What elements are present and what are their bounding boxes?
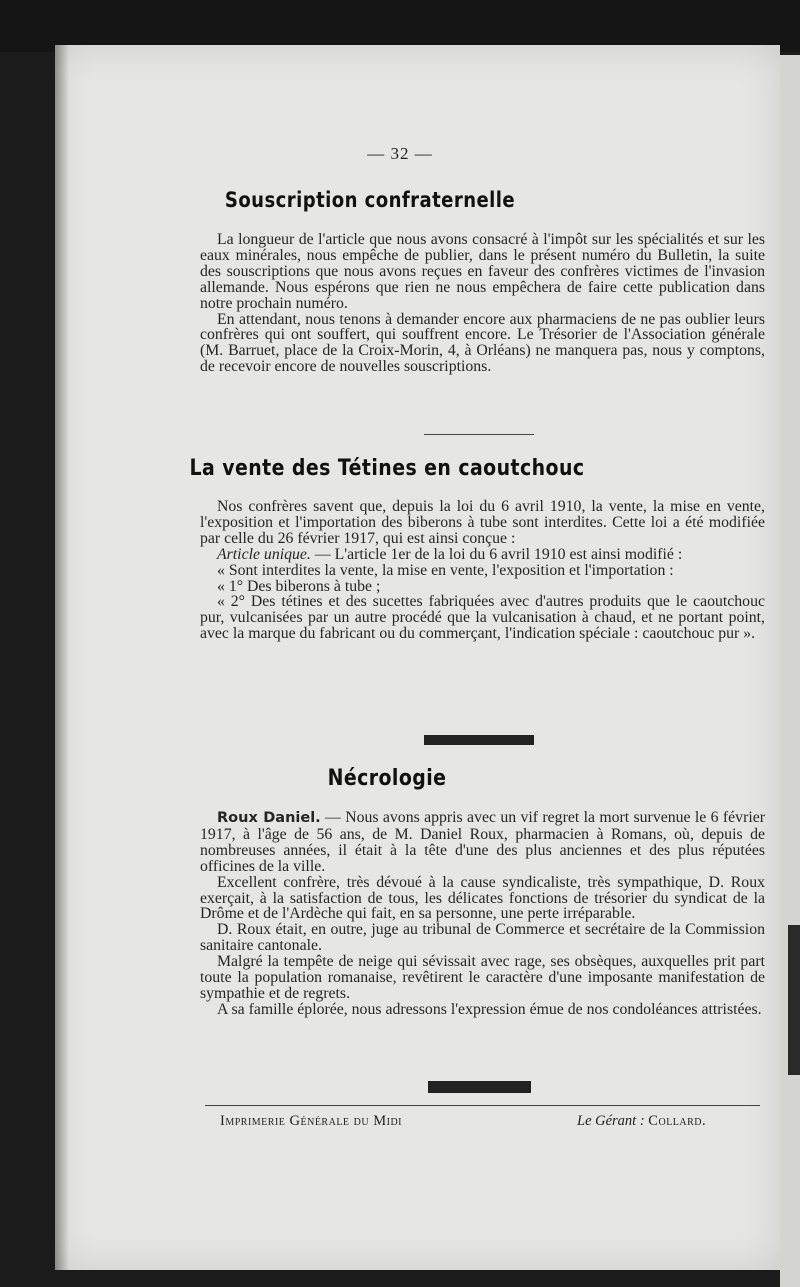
section-divider — [424, 434, 534, 435]
paragraph: Nos confrères savent que, depuis la loi du 6 avril 1910, la vente, la mise en vente, l'exposition et l'importation des biberons à tube sont interdites. Cette loi a été modifiée par celle du 26 février 1917, qui est ainsi conçue : — [200, 498, 765, 547]
ornamental-bar — [428, 1081, 531, 1093]
deceased-name: Roux Daniel. — [217, 810, 321, 826]
document-page — [55, 45, 780, 1270]
ornamental-bar — [424, 735, 534, 745]
tetines-body — [200, 499, 765, 642]
paragraph — [200, 547, 765, 563]
paragraph: D. Roux était, en outre, juge au tribunal de Commerce et secrétaire de la Commission sanitaire cantonale. — [200, 921, 765, 955]
section-title-souscription: Souscription confraternelle — [224, 188, 516, 212]
next-page-edge — [780, 55, 800, 1287]
section-title-tetines: La vente des Tétines en caoutchouc — [189, 456, 585, 481]
paragraph: A sa famille éplorée, nous adressons l'expression émue de nos condoléances attristées. — [217, 1000, 762, 1018]
souscription-body — [200, 232, 765, 375]
footer-rule — [205, 1105, 760, 1106]
paragraph — [200, 810, 765, 875]
printer-name: Imprimerie Générale du Midi — [220, 1113, 403, 1129]
paragraph: « 2° Des tétines et des sucettes fabriquées avec d'autres produits que le caoutchouc pur, vulcanisées par un autre procédé que la vulcanisation à chaud, et ne portant point, avec la marque du fabricant ou du commerçant, l'indication spéciale : caoutchouc pur ». — [200, 593, 765, 643]
paragraph: La longueur de l'article que nous avons consacré à l'impôt sur les spécialités et sur les eaux minérales, nous empêche de publier, dans le présent numéro du Bulletin, la suite des souscriptions que nous avons reçues en faveur des confrères victimes de l'invasion allemande. Nous espérons que rien ne nous empêchera de faire cette publication dans notre prochain numéro. — [200, 231, 765, 312]
paragraph: Malgré la tempête de neige qui sévissait avec rage, ses obsèques, auxquelles prit part toute la population romanaise, revêtirent le caractère d'une imposante manifestation de sympathie et de regrets. — [200, 953, 765, 1002]
section-title-necrologie: Nécrologie — [327, 766, 447, 791]
article-text: — L'article 1er de la loi du 6 avril 1910 est ainsi modifié : — [310, 545, 683, 563]
gerant-name: Collard. — [648, 1113, 707, 1129]
paragraph: « Sont interdites la vente, la mise en vente, l'exposition et l'importation : — [217, 561, 674, 579]
page-number: — 32 — — [367, 144, 433, 163]
page-gutter-shadow — [55, 45, 69, 1270]
gerant-credit — [577, 1113, 706, 1130]
paragraph: En attendant, nous tenons à demander encore aux pharmaciens de ne pas oublier leurs confrères qui ont souffert, qui souffrent encore. Le Trésorier de l'Association générale (M. Barruet, place de la Croix-Morin, 4, à Orléans) ne manquera pas, nous y comptons, de recevoir encore de nouvelles souscriptions. — [200, 310, 765, 376]
paragraph-text: — Nous avons appris avec un vif regret la mort survenue le 6 février 1917, à l'âge de 56 ans, de M. Daniel Roux, pharmacien à Romans, où, depuis de nombreuses années, il était à la tête d'une des plus anciennes et des plus réputées officines de la ville. — [200, 809, 765, 875]
scan-shadow — [788, 925, 800, 1075]
paragraph: Excellent confrère, très dévoué à la cause syndicaliste, très sympathique, D. Roux exerçait, à la satisfaction de tous, les délicates fonctions de trésorier du syndicat de la Drôme et de l'Ardèche qui fait, en sa personne, une perte irréparable. — [200, 873, 765, 923]
gerant-label: Le Gérant : — [577, 1113, 645, 1129]
paragraph: « 1° Des biberons à tube ; — [217, 577, 381, 595]
necrologie-body — [200, 810, 765, 1018]
article-label: Article unique. — [217, 545, 311, 563]
